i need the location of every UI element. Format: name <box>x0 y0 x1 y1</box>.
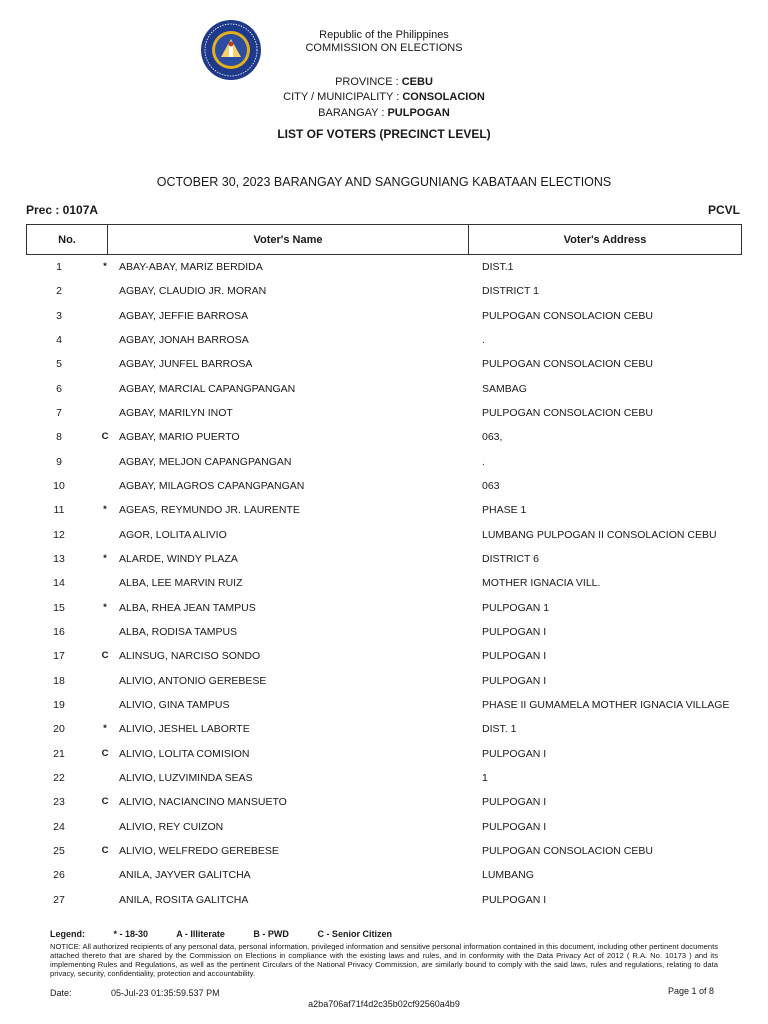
table-row <box>0 670 768 694</box>
voter-name: AGBAY, JEFFIE BARROSA <box>119 309 249 322</box>
voter-number: 13 <box>53 552 65 565</box>
voter-number: 20 <box>53 723 65 736</box>
voter-number: 26 <box>53 869 65 882</box>
voter-address: PULPOGAN CONSOLACION CEBU <box>482 309 653 322</box>
voter-name: ALBA, RODISA TAMPUS <box>119 625 238 638</box>
list-title: LIST OF VOTERS (PRECINCT LEVEL) <box>277 127 491 141</box>
table-row <box>0 378 768 402</box>
voter-name: ANILA, ROSITA GALITCHA <box>119 893 249 906</box>
voter-address: PULPOGAN I <box>482 674 547 687</box>
voter-address: MOTHER IGNACIA VILL. <box>482 577 601 590</box>
voter-number: 19 <box>53 698 65 711</box>
date-label: Date: <box>50 988 72 998</box>
table-row <box>0 499 768 523</box>
barangay-line <box>0 106 768 120</box>
voter-number: 1 <box>56 261 62 273</box>
voter-mark: * <box>103 552 107 564</box>
voter-address: DIST.1 <box>482 261 514 273</box>
voter-name: ALIVIO, GINA TAMPUS <box>119 698 230 711</box>
voter-address: 063 <box>482 479 500 492</box>
voter-number: 4 <box>56 333 62 346</box>
table-row <box>0 256 768 280</box>
list-code: PCVL <box>707 203 740 217</box>
legend-label: Legend: <box>50 929 85 939</box>
voter-number: 25 <box>53 844 65 857</box>
voter-address: PULPOGAN CONSOLACION CEBU <box>482 844 653 857</box>
voter-address: PULPOGAN I <box>482 747 547 760</box>
voter-number: 3 <box>56 309 62 322</box>
voter-name: ALIVIO, LUZVIMINDA SEAS <box>119 771 253 784</box>
voter-address: PULPOGAN I <box>482 625 547 638</box>
voter-address: PULPOGAN CONSOLACION CEBU <box>482 406 653 419</box>
city-line <box>0 90 768 104</box>
voter-number: 5 <box>56 358 62 371</box>
voter-address: PULPOGAN I <box>482 650 547 663</box>
table-row <box>0 426 768 450</box>
election-title: OCTOBER 30, 2023 BARANGAY AND SANGGUNIANG KABATAAN ELECTIONS <box>156 175 612 189</box>
voter-number: 16 <box>53 625 65 638</box>
voter-name: ALBA, RHEA JEAN TAMPUS <box>119 601 256 614</box>
voter-name: ALIVIO, ANTONIO GEREBESE <box>119 674 267 687</box>
voter-name: ALBA, LEE MARVIN RUIZ <box>119 577 243 590</box>
voter-name: AGBAY, MILAGROS CAPANGPANGAN <box>119 479 305 492</box>
table-row <box>0 402 768 426</box>
table-row <box>0 743 768 767</box>
voter-name: AGBAY, JONAH BARROSA <box>119 333 249 346</box>
voter-number: 11 <box>53 504 65 517</box>
voter-address: PULPOGAN I <box>482 820 547 833</box>
voter-name: AGBAY, MELJON CAPANGPANGAN <box>119 455 292 468</box>
voter-mark: C <box>101 796 109 808</box>
table-row <box>0 718 768 742</box>
voter-address: 063, <box>482 431 503 444</box>
voter-mark: * <box>103 504 107 516</box>
voter-name: ALIVIO, REY CUIZON <box>119 820 224 833</box>
voter-mark: * <box>103 601 107 613</box>
voter-address: . <box>482 333 485 346</box>
voter-number: 15 <box>53 601 65 614</box>
voter-address: PULPOGAN 1 <box>482 601 550 614</box>
voter-name: AGEAS, REYMUNDO JR. LAURENTE <box>119 504 300 517</box>
table-row <box>0 597 768 621</box>
table-row <box>0 889 768 913</box>
column-header-no: No. <box>27 225 108 254</box>
voter-number: 22 <box>53 771 65 784</box>
voter-mark: * <box>103 723 107 735</box>
page-number: Page 1 of 8 <box>667 986 714 996</box>
province-label: PROVINCE : <box>335 76 402 88</box>
voter-address: LUMBANG <box>482 869 534 882</box>
voter-name: AGOR, LOLITA ALIVIO <box>119 528 227 541</box>
voter-address: PULPOGAN I <box>482 796 547 809</box>
voter-address: LUMBANG PULPOGAN II CONSOLACION CEBU <box>482 528 717 541</box>
voter-name: ALIVIO, JESHEL LABORTE <box>119 723 250 736</box>
table-header <box>26 224 742 255</box>
table-row <box>0 280 768 304</box>
voter-number: 24 <box>53 820 65 833</box>
legend-item-illiterate: A - Illiterate <box>176 929 225 939</box>
voter-name: ALIVIO, LOLITA COMISION <box>119 747 250 760</box>
voter-number: 12 <box>53 528 65 541</box>
legend-item-18-30: * - 18-30 <box>113 929 149 939</box>
column-header-address: Voter's Address <box>563 233 647 246</box>
voter-number: 8 <box>56 431 62 444</box>
voter-number: 9 <box>56 455 62 468</box>
voter-number: 18 <box>53 674 65 687</box>
voter-name: ALIVIO, NACIANCINO MANSUETO <box>119 796 287 809</box>
legend <box>50 929 418 939</box>
table-row <box>0 451 768 475</box>
legend-item-senior: C - Senior Citizen <box>317 929 392 939</box>
voter-address: PHASE II GUMAMELA MOTHER IGNACIA VILLAGE <box>482 698 730 711</box>
voter-mark: C <box>101 431 109 443</box>
voter-number: 10 <box>53 479 65 492</box>
table-row <box>0 816 768 840</box>
table-row <box>0 353 768 377</box>
voter-address: PULPOGAN CONSOLACION CEBU <box>482 358 653 371</box>
table-row <box>0 621 768 645</box>
voter-address: SAMBAG <box>482 382 527 395</box>
barangay-value: PULPOGAN <box>387 107 450 119</box>
voter-address: PHASE 1 <box>482 504 527 517</box>
table-row <box>0 767 768 791</box>
table-row <box>0 548 768 572</box>
voter-name: AGBAY, CLAUDIO JR. MORAN <box>119 285 267 298</box>
table-row <box>0 572 768 596</box>
voter-mark: * <box>103 261 107 272</box>
table-row <box>0 305 768 329</box>
commission-line: COMMISSION ON ELECTIONS <box>305 42 463 54</box>
voter-number: 14 <box>53 577 65 590</box>
voter-name: ALINSUG, NARCISO SONDO <box>119 650 261 663</box>
voter-name: AGBAY, MARILYN INOT <box>119 406 233 419</box>
voter-number: 27 <box>53 893 65 906</box>
table-row <box>0 524 768 548</box>
voter-name: ABAY-ABAY, MARIZ BERDIDA <box>119 261 263 273</box>
city-label: CITY / MUNICIPALITY : <box>283 91 403 103</box>
precinct-label: Prec : 0107A <box>26 203 99 217</box>
voter-table-body <box>0 256 768 913</box>
table-row <box>0 840 768 864</box>
legend-item-pwd: B - PWD <box>253 929 289 939</box>
voter-number: 6 <box>56 382 62 395</box>
voter-number: 23 <box>53 796 65 809</box>
voter-number: 17 <box>53 650 65 663</box>
voter-mark: C <box>101 844 109 856</box>
voter-address: 1 <box>482 771 488 784</box>
province-value: CEBU <box>401 76 433 88</box>
voter-address: PULPOGAN I <box>482 893 547 906</box>
voter-mark: C <box>101 650 109 662</box>
privacy-notice: NOTICE: All authorized recipients of any personal data, personal information, privileged information and sensitive personal information contained in this document, including other pertinent documents attached thereto that are shared by the Commission on Elections in compliance with the existing laws and rules, and in conformity with the Data Privacy Act of 2012 ( R.A. No. 10173 ) and its implementing Rules and Regulations, as well as the pertinent Circulars of the National Privacy Commission, are similarly bound to comply with the said laws, rules and regulations, relating to data privacy, security, confidentiality, protection and accountability. <box>50 942 718 978</box>
voter-address: DISTRICT 1 <box>482 285 539 298</box>
voter-name: ALARDE, WINDY PLAZA <box>119 552 238 565</box>
voter-address: . <box>482 455 485 468</box>
voter-address: DISTRICT 6 <box>482 552 539 565</box>
table-row <box>0 329 768 353</box>
voter-name: AGBAY, JUNFEL BARROSA <box>119 358 253 371</box>
document-hash: a2ba706af71f4d2c35b02cf92560a4b9 <box>308 999 460 1009</box>
voter-number: 2 <box>56 285 62 298</box>
voter-address: DIST. 1 <box>482 723 517 736</box>
voter-mark: C <box>101 747 109 759</box>
column-header-name: Voter's Name <box>108 225 469 254</box>
date-value: 05-Jul-23 01:35:59.537 PM <box>111 988 220 998</box>
table-row <box>0 645 768 669</box>
voter-name: ALIVIO, WELFREDO GEREBESE <box>119 844 279 857</box>
table-row <box>0 475 768 499</box>
republic-line: Republic of the Philippines <box>319 29 449 41</box>
table-row <box>0 791 768 815</box>
voter-number: 7 <box>56 406 62 419</box>
barangay-label: BARANGAY : <box>318 107 388 119</box>
table-row <box>0 864 768 888</box>
city-value: CONSOLACION <box>402 91 485 103</box>
province-line <box>0 75 768 89</box>
voter-number: 21 <box>53 747 65 760</box>
table-row <box>0 694 768 718</box>
voter-name: AGBAY, MARIO PUERTO <box>119 431 240 444</box>
voter-name: AGBAY, MARCIAL CAPANGPANGAN <box>119 382 296 395</box>
voter-name: ANILA, JAYVER GALITCHA <box>119 869 251 882</box>
